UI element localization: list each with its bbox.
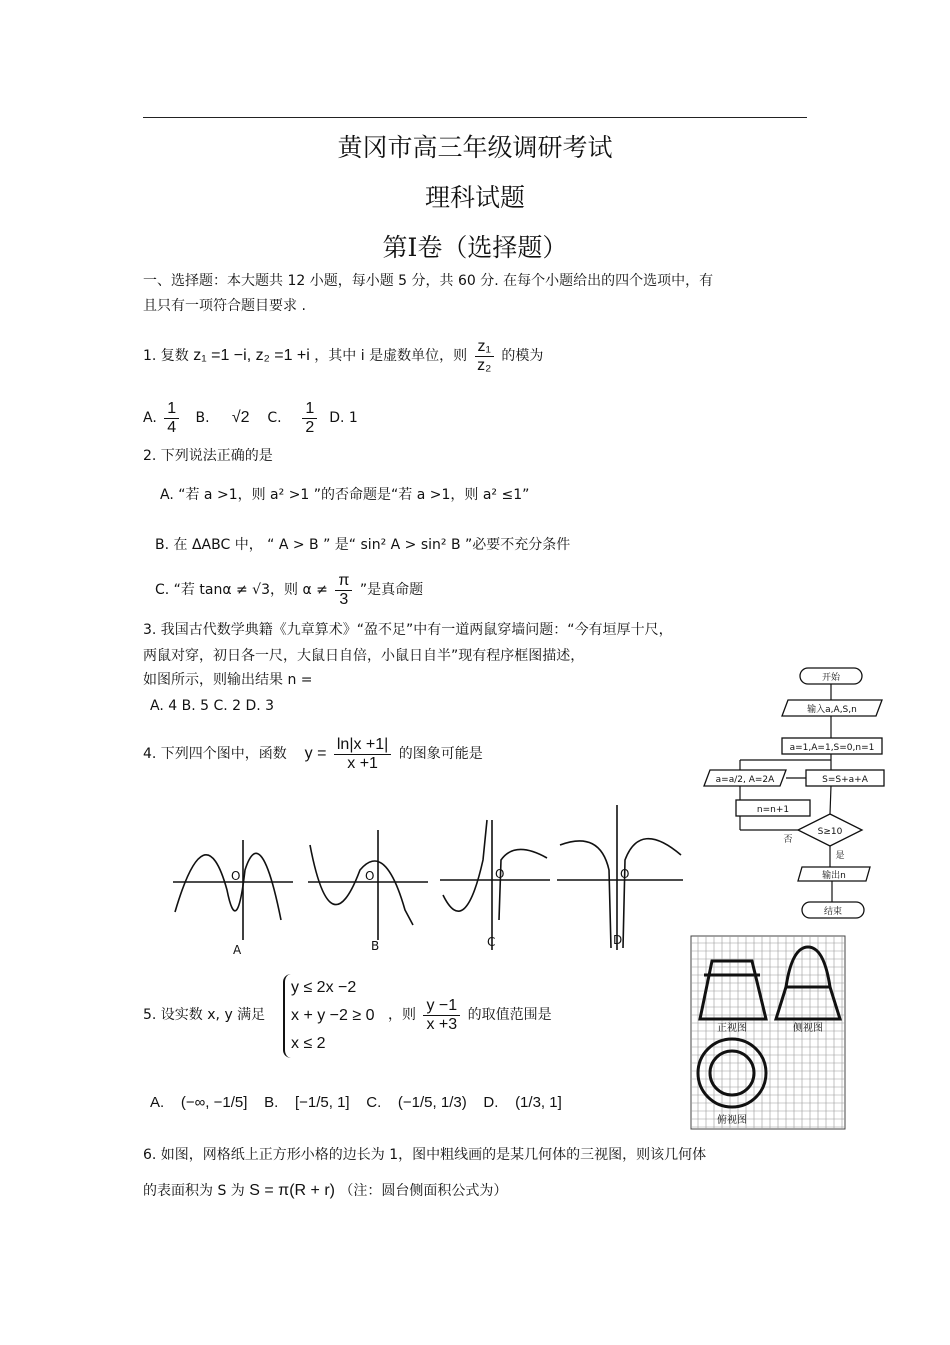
question-4 <box>143 734 483 774</box>
q5-c-value: (−1/5, 1/3) <box>397 1094 467 1111</box>
flow-update: a=a/2, A=2A <box>715 775 775 785</box>
instructions-line2: 且只有一项符合题目要求 . <box>143 298 306 314</box>
q1-fraction: $\frac{\text{z₁}}{\text{z₂}}$ <box>475 338 494 375</box>
q4-tail: 的图象可能是 <box>398 746 483 762</box>
top-view-label: 俯视图 <box>717 1115 747 1126</box>
page-title: 黄冈市高三年级调研考试 <box>337 133 613 162</box>
q1-b-value: √2 <box>231 409 250 426</box>
question-5-tail <box>388 995 552 1035</box>
q6-formula: S = π(R + r) <box>249 1182 335 1199</box>
flow-no: 否 <box>783 835 793 845</box>
flow-condition: S≥10 <box>817 827 843 837</box>
q5-option-c: C. <box>366 1094 382 1111</box>
program-flowchart <box>700 662 900 927</box>
q5-constraint-system <box>283 974 375 1058</box>
front-view-label: 正视图 <box>717 1023 747 1034</box>
q5-constraint-1: y ≤ 2x −2 <box>291 979 357 996</box>
q2-c-fraction: $\frac{\pi}{3}$ <box>335 572 352 609</box>
q6-line2-post: （注：圆台侧面积公式为） <box>339 1183 508 1199</box>
section-title: 第Ⅰ卷（选择题） <box>382 233 568 262</box>
q1-option-b: B. <box>195 410 210 426</box>
side-view-label: 侧视图 <box>793 1023 823 1034</box>
q6-line2-pre: 的表面积为 S 为 <box>143 1183 245 1199</box>
flow-yes: 是 <box>835 851 845 861</box>
q4-fraction: $\frac{\ln|x +1|}{x +1}$ <box>334 736 391 773</box>
q1-option-c: C. <box>267 410 282 426</box>
question-3-line1: 3. 我国古代数学典籍《九章算术》“盈不足”中有一道两鼠穿墙问题：“今有垣厚十尺， <box>143 622 673 638</box>
graph-label-a: A <box>233 943 242 957</box>
graph-label-d: D <box>613 933 623 947</box>
flow-sum: S=S+a+A <box>822 775 868 785</box>
question-2-option-a: A. “若 a >1，则 a² >1 ”的否命题是“若 a >1，则 a² ≤1” <box>160 487 530 503</box>
q5-tail: 的取值范围是 <box>467 1007 552 1023</box>
q5-option-a: A. <box>150 1094 165 1111</box>
svg-text:O: O <box>365 869 375 883</box>
question-5-options <box>150 1094 562 1112</box>
question-5-stem: 5. 设实数 x, y 满足 <box>143 1007 266 1023</box>
flow-input: 输入a,A,S,n <box>807 705 857 715</box>
q1-formula: z₁ =1 −i, z₂ =1 +i <box>193 347 310 364</box>
q1-mid: ，其中 i 是虚数单位，则 <box>314 348 468 364</box>
question-3-options: A. 4 B. 5 C. 2 D. 3 <box>150 698 275 714</box>
question-6-line1: 6. 如图，网格纸上正方形小格的边长为 1，图中粗线画的是某几何体的三视图，则该几何体 <box>143 1147 707 1163</box>
page-subtitle: 理科试题 <box>424 183 525 212</box>
q1-c-value: $\frac{1}{2}$ <box>302 400 317 437</box>
question-2-option-b: B. 在 ΔABC 中， “ A > B ” 是“ sin² A > sin² B ”必要不充分条件 <box>155 537 571 553</box>
graph-label-c: C <box>487 935 496 949</box>
question-3-line3: 如图所示，则输出结果 n = <box>143 672 313 688</box>
q5-mid: ，则 <box>388 1007 416 1023</box>
q5-constraint-3: x ≤ 2 <box>291 1035 326 1052</box>
question-2-option-c <box>155 570 423 610</box>
q5-option-b: B. <box>264 1094 279 1111</box>
flow-start: 开始 <box>821 673 841 683</box>
function-graphs <box>165 800 695 960</box>
q1-stem: 1. 复数 <box>143 348 189 364</box>
question-2-stem: 2. 下列说法正确的是 <box>143 448 273 464</box>
q1-tail: 的模为 <box>501 348 544 364</box>
q1-a-value: $\frac{1}{4}$ <box>164 400 179 437</box>
q5-option-d: D. <box>483 1094 499 1111</box>
q5-a-value: (−∞, −1/5] <box>180 1094 248 1111</box>
flow-increment: n=n+1 <box>756 805 790 815</box>
q5-fraction: $\frac{y -1}{x +3}$ <box>423 997 460 1034</box>
three-views-figure <box>690 935 846 1130</box>
q1-option-a: A. <box>143 410 157 426</box>
q2-c-post: ”是真命题 <box>359 582 424 598</box>
flow-end: 结束 <box>823 907 843 917</box>
q5-constraint-2: x + y −2 ≥ 0 <box>291 1007 375 1024</box>
flow-init: a=1,A=1,S=0,n=1 <box>789 743 875 753</box>
q2-c-pre: C. “若 tanα ≠ √3，则 α ≠ <box>155 582 328 598</box>
question-3-line2: 两鼠对穿，初日各一尺，大鼠日自倍，小鼠日自半”现有程序框图描述， <box>143 648 585 664</box>
top-rule <box>143 117 807 118</box>
q5-b-value: [−1/5, 1] <box>294 1094 350 1111</box>
graph-label-b: B <box>371 939 380 953</box>
q1-option-d: D. 1 <box>329 410 358 426</box>
svg-text:O: O <box>231 869 241 883</box>
q4-stem: 4. 下列四个图中，函数 <box>143 746 287 762</box>
question-1-options <box>143 398 358 438</box>
svg-text:O: O <box>620 867 630 881</box>
q4-y: y = <box>304 745 327 762</box>
flow-output: 输出n <box>822 871 846 881</box>
instructions-line1: 一、选择题：本大题共 12 小题，每小题 5 分，共 60 分. 在每个小题给出的四个选项中，有 <box>143 273 714 289</box>
question-1 <box>143 336 543 376</box>
question-6-line2 <box>143 1182 507 1200</box>
svg-text:O: O <box>495 867 505 881</box>
q5-d-value: (1/3, 1] <box>515 1094 562 1111</box>
